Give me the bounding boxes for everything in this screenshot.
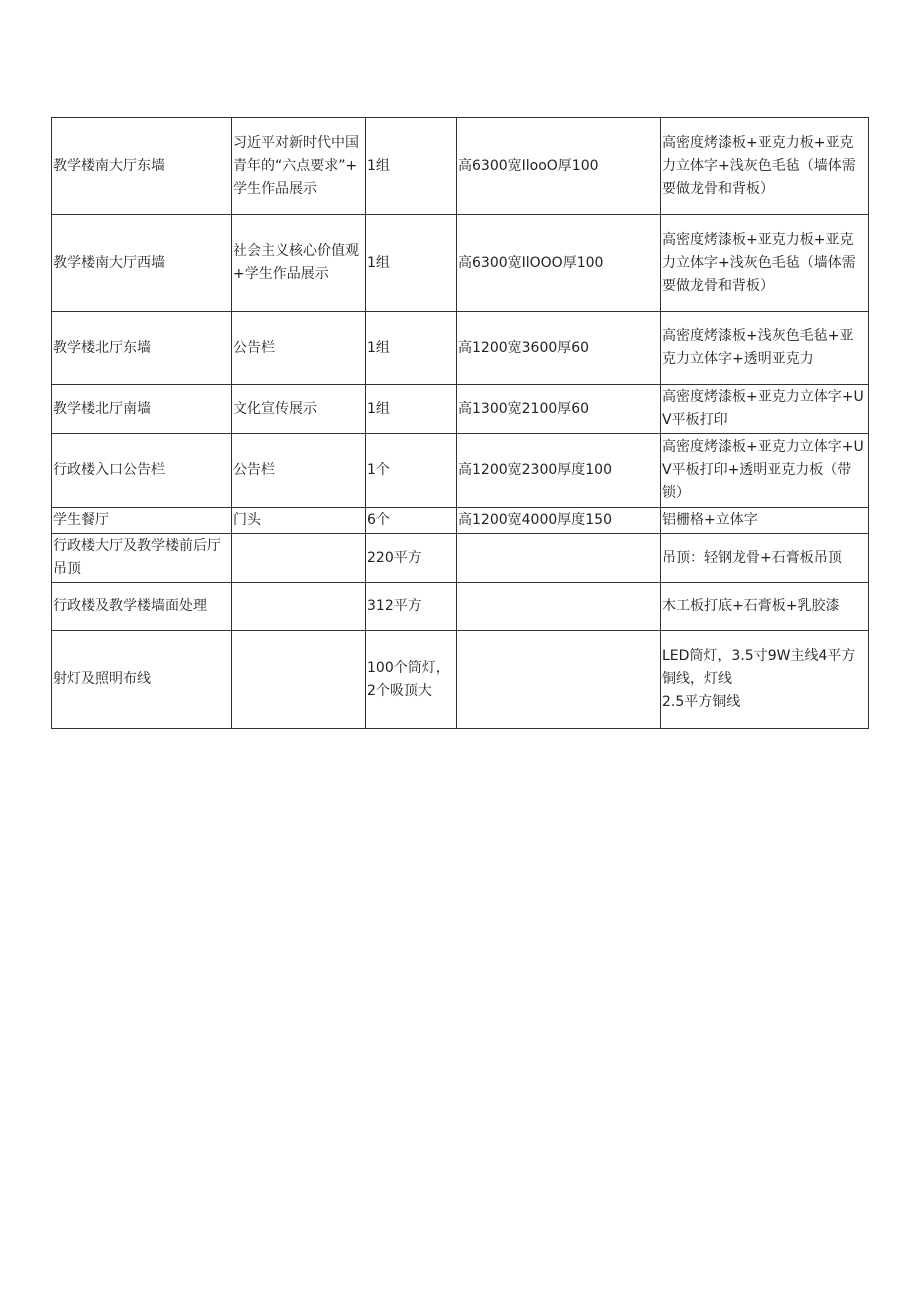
quantity-cell: 1组 bbox=[366, 385, 457, 434]
content-cell bbox=[232, 631, 366, 729]
quantity-cell: 100个筒灯，2个吸顶大 bbox=[366, 631, 457, 729]
table-row bbox=[52, 385, 869, 434]
content-cell: 习近平对新时代中国青年的“六点要求”+ 学生作品展示 bbox=[232, 118, 366, 215]
table-row bbox=[52, 631, 869, 729]
material-cell: LED筒灯，3.5寸9W主线4平方铜线，灯线 2.5平方铜线 bbox=[661, 631, 869, 729]
table-row bbox=[52, 534, 869, 583]
quantity-cell: 6个 bbox=[366, 508, 457, 534]
table-row bbox=[52, 583, 869, 631]
quantity-cell: 1组 bbox=[366, 215, 457, 312]
content-cell: 公告栏 bbox=[232, 434, 366, 508]
location-cell: 教学楼南大厅西墙 bbox=[52, 215, 232, 312]
material-cell: 高密度烤漆板+亚克力立体字+UV平板打印 bbox=[661, 385, 869, 434]
material-cell: 木工板打底+石膏板+乳胶漆 bbox=[661, 583, 869, 631]
table-row bbox=[52, 215, 869, 312]
table-row bbox=[52, 118, 869, 215]
location-cell: 教学楼北厅南墙 bbox=[52, 385, 232, 434]
content-cell: 公告栏 bbox=[232, 312, 366, 385]
size-cell bbox=[457, 631, 661, 729]
location-cell: 教学楼北厅东墙 bbox=[52, 312, 232, 385]
location-cell: 行政楼及教学楼墙面处理 bbox=[52, 583, 232, 631]
quantity-cell: 1组 bbox=[366, 312, 457, 385]
quantity-cell: 220平方 bbox=[366, 534, 457, 583]
size-cell: 高6300宽IlOOO厚100 bbox=[457, 215, 661, 312]
size-cell: 高1200宽3600厚60 bbox=[457, 312, 661, 385]
location-cell: 射灯及照明布线 bbox=[52, 631, 232, 729]
material-cell: 吊顶：轻钢龙骨+石膏板吊顶 bbox=[661, 534, 869, 583]
size-cell bbox=[457, 534, 661, 583]
location-cell: 行政楼入口公告栏 bbox=[52, 434, 232, 508]
size-cell bbox=[457, 583, 661, 631]
size-cell: 高1300宽2100厚60 bbox=[457, 385, 661, 434]
content-cell: 社会主义核心价值观+学生作品展示 bbox=[232, 215, 366, 312]
table-row bbox=[52, 508, 869, 534]
content-cell: 门头 bbox=[232, 508, 366, 534]
content-cell: 文化宣传展示 bbox=[232, 385, 366, 434]
material-cell: 高密度烤漆板+亚克力板+亚克力立体字+浅灰色毛毡（墙体需要做龙骨和背板） bbox=[661, 215, 869, 312]
material-cell: 高密度烤漆板+浅灰色毛毡+亚克力立体字+透明亚克力 bbox=[661, 312, 869, 385]
size-cell: 高1200宽2300厚度100 bbox=[457, 434, 661, 508]
material-cell: 铝栅格+立体字 bbox=[661, 508, 869, 534]
spec-table bbox=[51, 117, 869, 729]
size-cell: 高6300宽IlooO厚100 bbox=[457, 118, 661, 215]
material-cell: 高密度烤漆板+亚克力板+亚克力立体字+浅灰色毛毡（墙体需要做龙骨和背板） bbox=[661, 118, 869, 215]
quantity-cell: 1个 bbox=[366, 434, 457, 508]
material-cell: 高密度烤漆板+亚克力立体字+UV平板打印+透明亚克力板（带锁） bbox=[661, 434, 869, 508]
content-cell bbox=[232, 583, 366, 631]
location-cell: 学生餐厅 bbox=[52, 508, 232, 534]
location-cell: 教学楼南大厅东墙 bbox=[52, 118, 232, 215]
content-cell bbox=[232, 534, 366, 583]
quantity-cell: 1组 bbox=[366, 118, 457, 215]
table-row bbox=[52, 312, 869, 385]
table-row bbox=[52, 434, 869, 508]
location-cell: 行政楼大厅及教学楼前后厅吊顶 bbox=[52, 534, 232, 583]
size-cell: 高1200宽4000厚度150 bbox=[457, 508, 661, 534]
quantity-cell: 312平方 bbox=[366, 583, 457, 631]
